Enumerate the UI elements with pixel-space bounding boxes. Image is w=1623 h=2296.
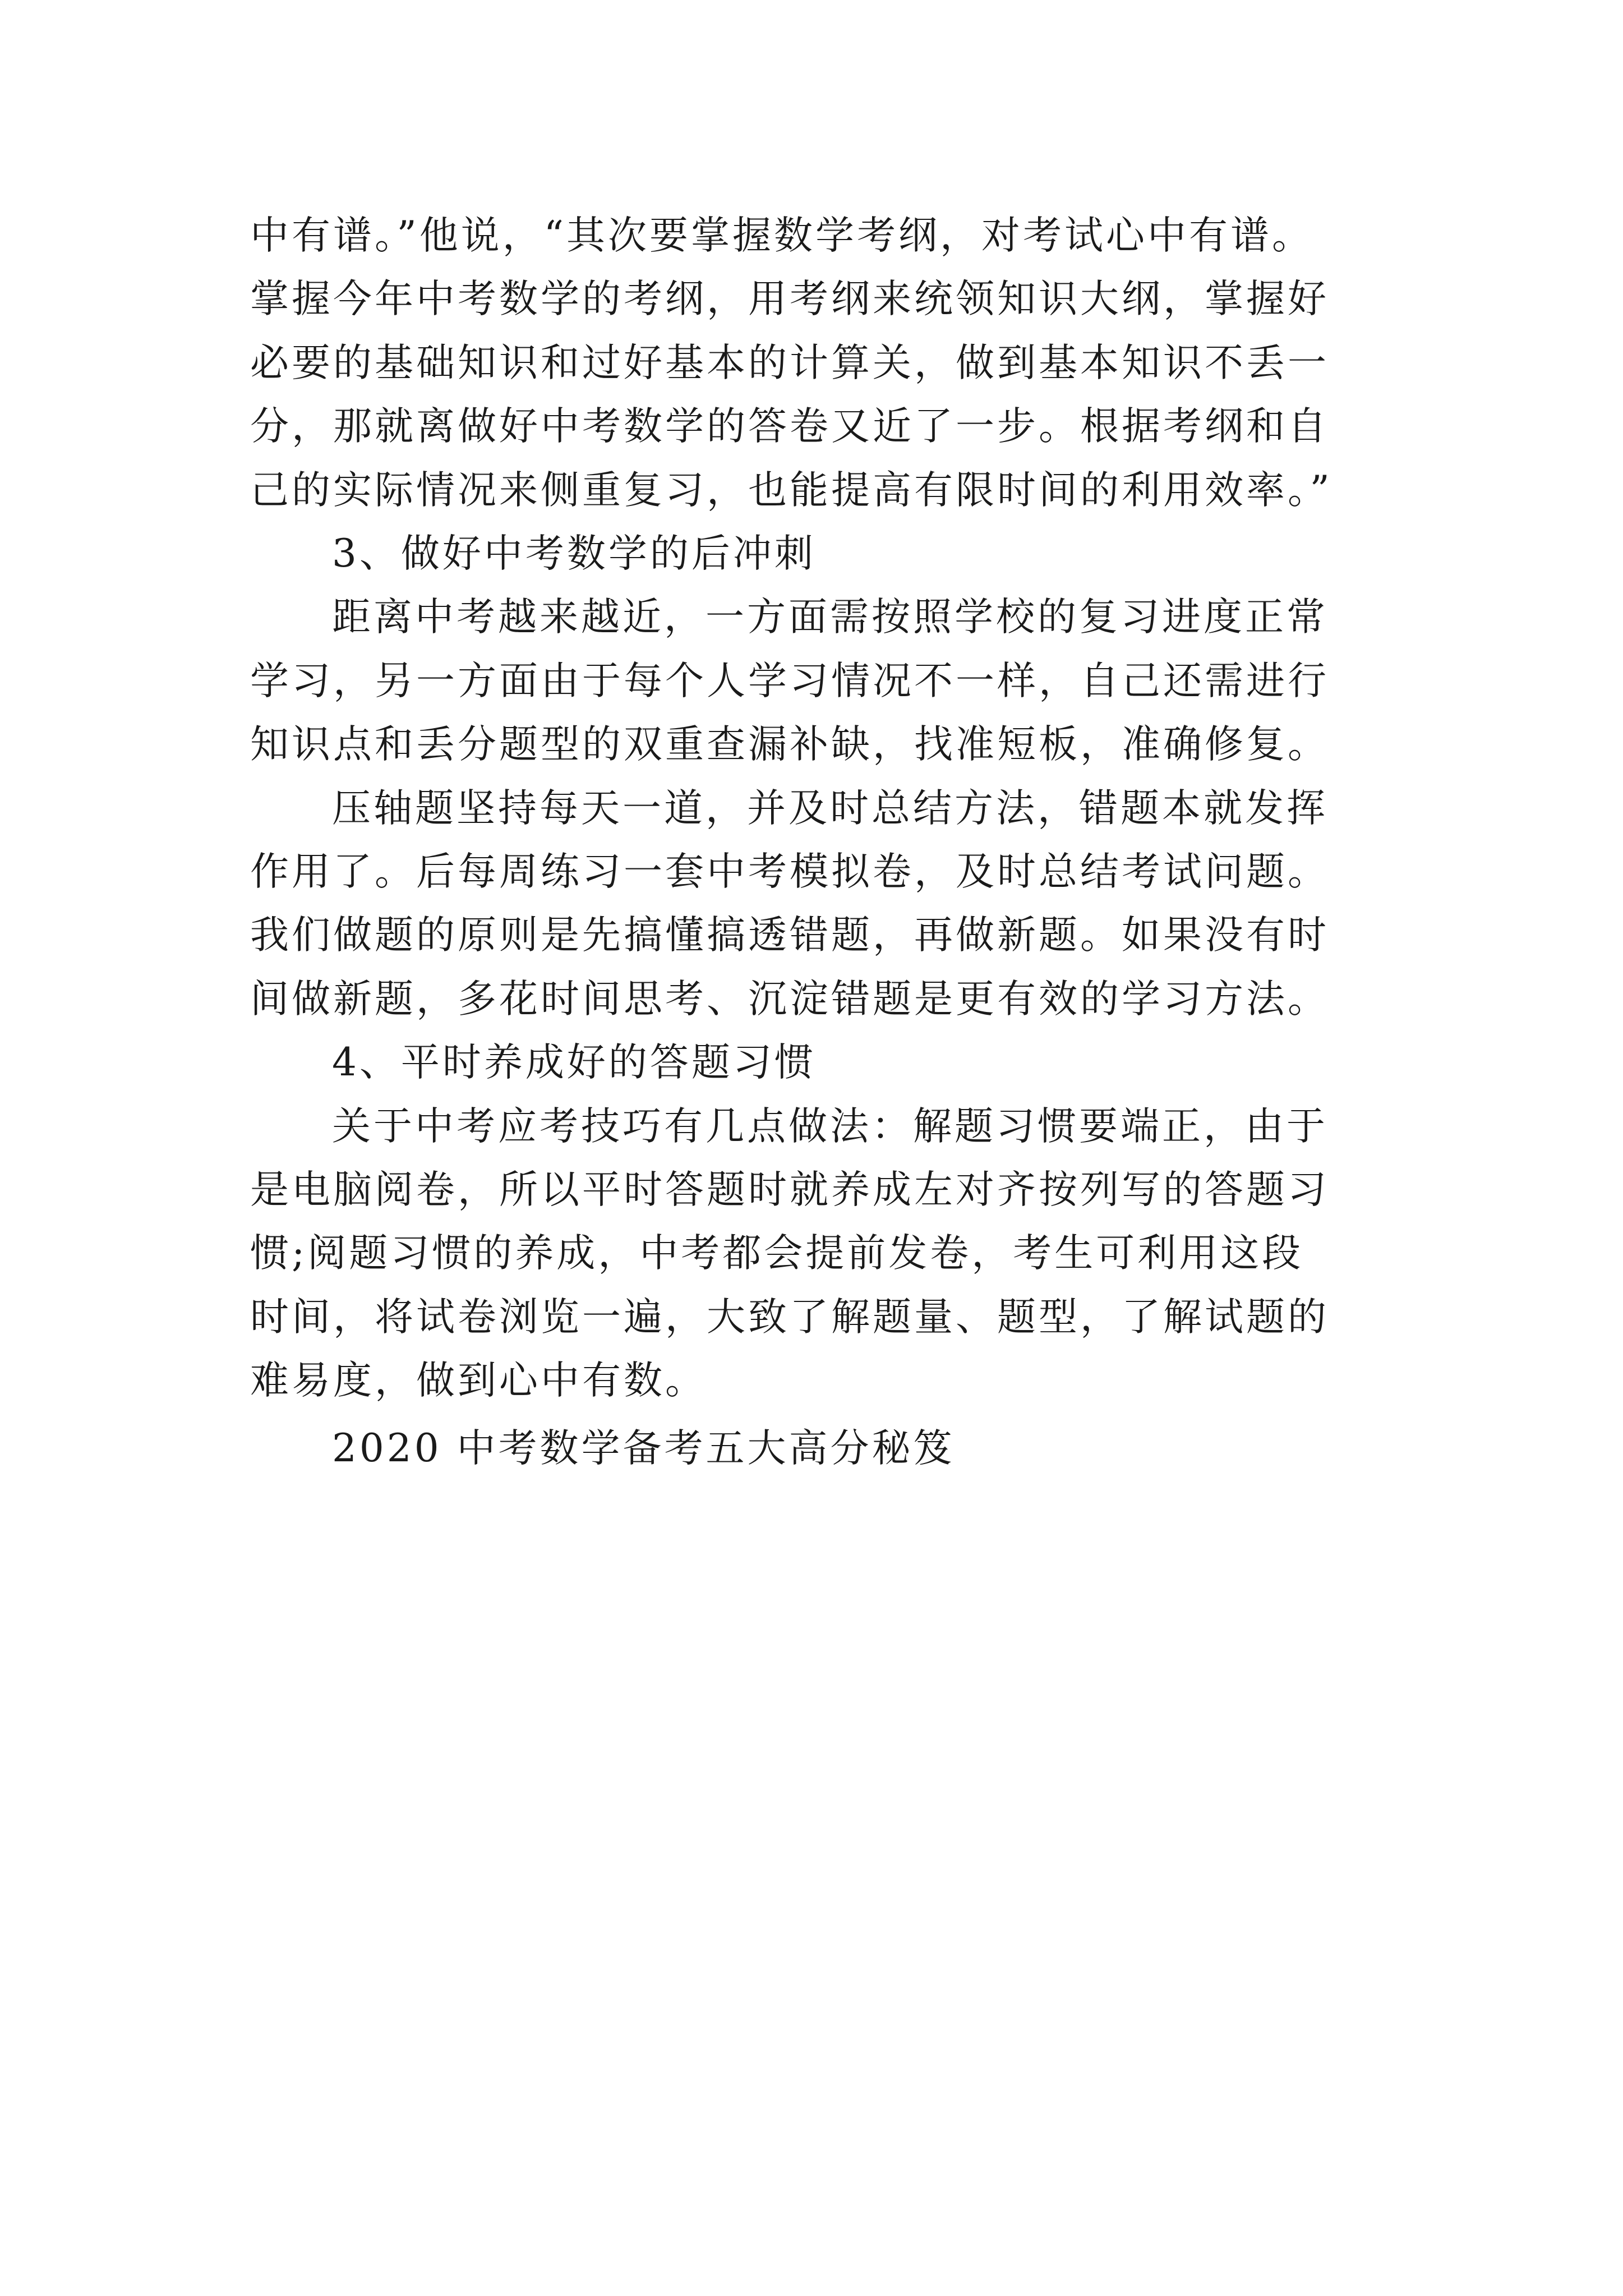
text-line: 分，那就离做好中考数学的答卷又近了一步。根据考纲和自 [250,404,1329,449]
text-line: 作用了。后每周练习一套中考模拟卷，及时总结考试问题。 [250,849,1329,894]
section-heading: 3、做好中考数学的后冲刺 [332,531,816,576]
text-line: 掌握今年中考数学的考纲，用考纲来统领知识大纲，掌握好 [250,277,1329,321]
section-heading: 4、平时养成好的答题习惯 [332,1040,816,1085]
text-line: 关于中考应考技巧有几点做法：解题习惯要端正，由于 [332,1104,1328,1149]
text-line: 难易度，做到心中有数。 [250,1358,707,1403]
text-line: 压轴题坚持每天一道，并及时总结方法，错题本就发挥 [332,786,1328,831]
text-line: 学习，另一方面由于每个人学习情况不一样，自己还需进行 [250,659,1329,703]
text-line: 必要的基础知识和过好基本的计算关，做到基本知识不丢一 [250,341,1329,385]
text-line: 知识点和丢分题型的双重查漏补缺，找准短板，准确修复。 [250,722,1329,767]
text-line: 我们做题的原则是先搞懂搞透错题，再做新题。如果没有时 [250,913,1329,958]
text-line: 时间，将试卷浏览一遍，大致了解题量、题型，了解试题的 [250,1295,1329,1340]
text-line: 己的实际情况来侧重复习，也能提高有限时间的利用效率。” [250,468,1332,513]
text-line: 距离中考越来越近，一方面需按照学校的复习进度正常 [332,595,1328,639]
text-line: 中有谱。”他说，“其次要掌握数学考纲，对考试心中有谱。 [250,213,1314,258]
text-line: 惯;阅题习惯的养成，中考都会提前发卷，考生可利用这段 [250,1231,1304,1276]
section-heading: 2020 中考数学备考五大高分秘笈 [332,1426,955,1471]
text-line: 是电脑阅卷，所以平时答题时就养成左对齐按列写的答题习 [250,1167,1329,1212]
text-line: 间做新题，多花时间思考、沉淀错题是更有效的学习方法。 [250,977,1329,1022]
